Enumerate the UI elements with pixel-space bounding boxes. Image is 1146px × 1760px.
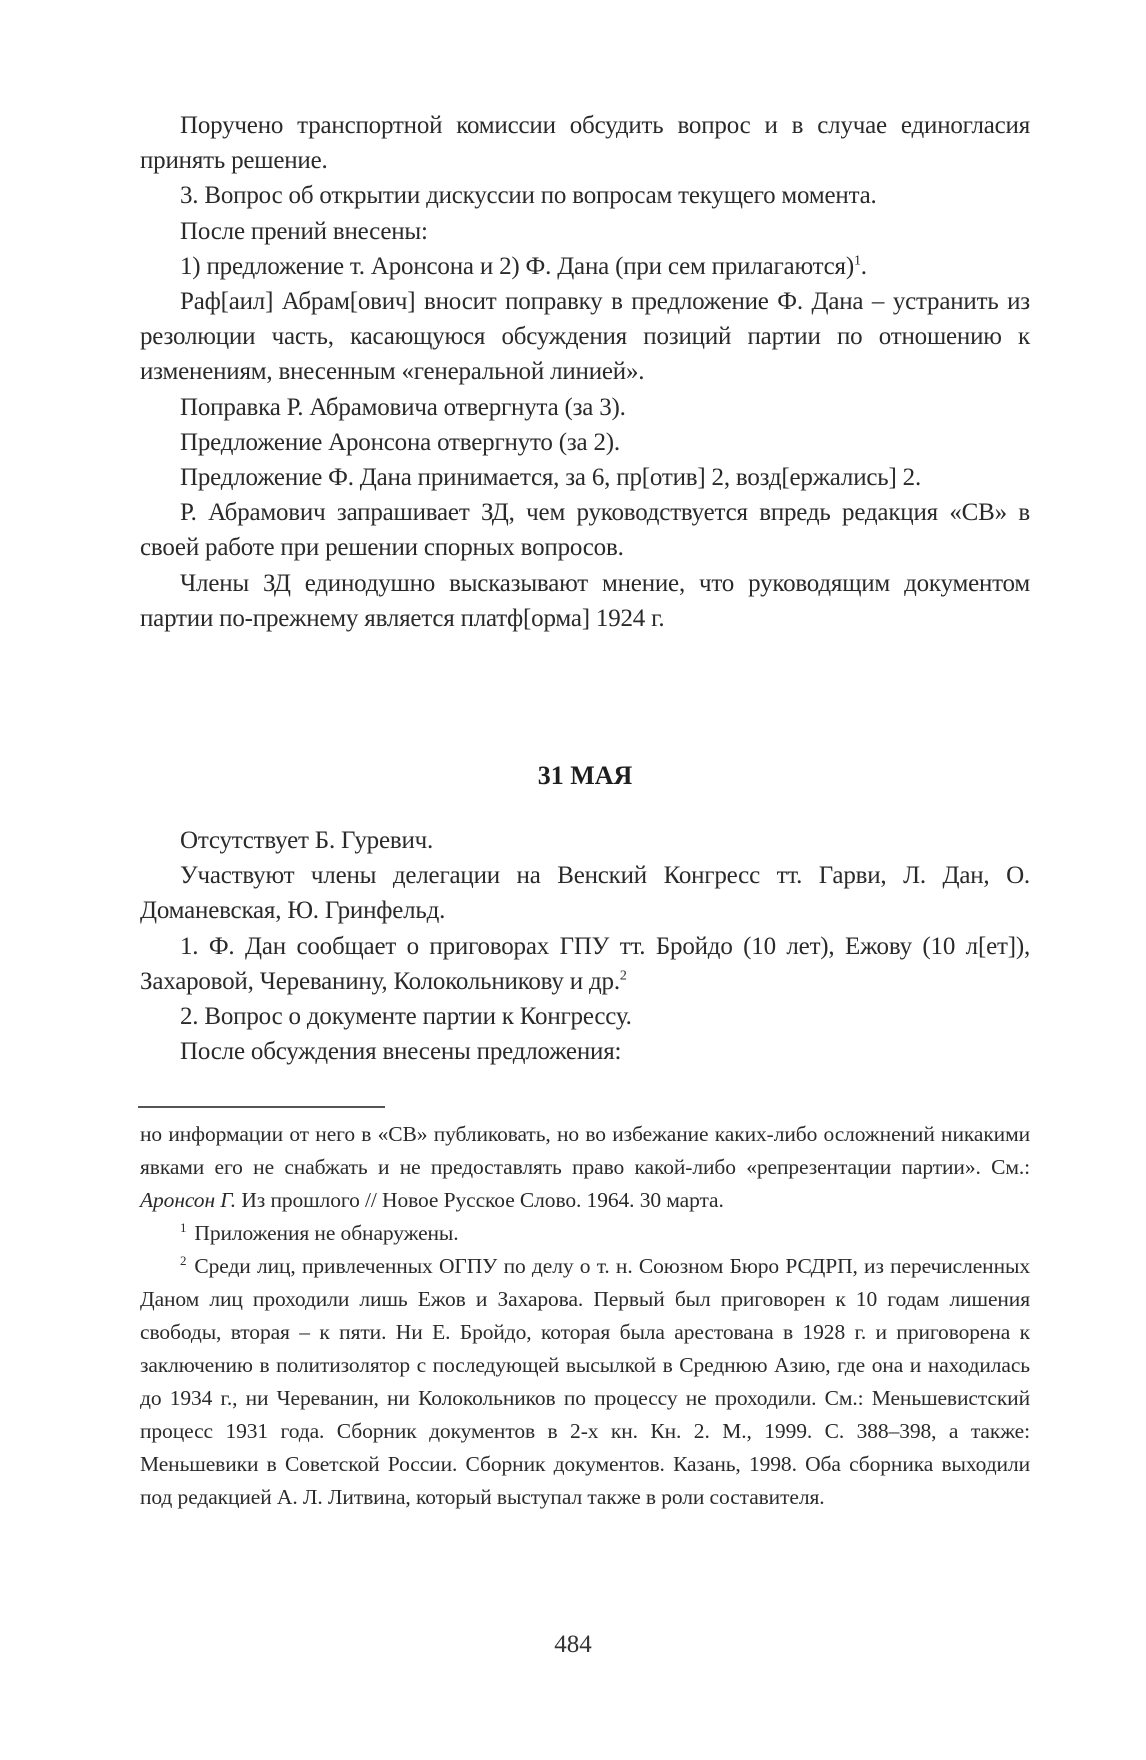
paragraph: Раф[аил] Абрам[ович] вносит поправку в предложение Ф. Дана – устранить из резолюции часть, касающуюся обсуждения позиций партии по отношению к изменениям, внесенным «генеральной линией».: [140, 288, 1030, 386]
paragraph: 1) предложение т. Аронсона и 2) Ф. Дана (при сем прилагаются)$^1$.: [180, 252, 867, 280]
footnotes: [140, 1118, 1030, 1514]
author-citation: Аронсон Г.: [140, 1188, 237, 1212]
paragraph: После обсуждения внесены предложения:: [180, 1038, 622, 1066]
footnote-ref[interactable]: 1: [853, 253, 861, 269]
paragraph: Участвуют члены делегации на Венский Конгресс тт. Гарви, Л. Дан, О. Доманевская, Ю. Гринфельд.: [140, 862, 1030, 925]
paragraph: Отсутствует Б. Гуревич.: [180, 827, 434, 854]
footnote-2: [140, 1250, 1030, 1514]
paragraph: 3. Вопрос об открытии дискуссии по вопросам текущего момента.: [180, 182, 877, 210]
page-number: 484: [554, 1631, 592, 1658]
paragraph: Р. Абрамович запрашивает ЗД, чем руководствуется впредь редакция «СВ» в своей работе при решении спорных вопросов.: [140, 499, 1030, 562]
footnote-separator: [138, 1106, 385, 1108]
footnote-text: но информации от него в «СВ» публиковать, но во избежание каких-либо осложнений никакими явками его не снабжать и не предоставлять право какой-либо «репрезентации партии». См.:: [140, 1122, 1030, 1179]
paragraph: После прений внесены:: [180, 217, 428, 245]
paragraph: 2. Вопрос о документе партии к Конгрессу.: [180, 1003, 632, 1031]
footnote-text: Приложения не обнаружены.: [194, 1221, 459, 1245]
paragraph: Предложение Ф. Дана принимается, за 6, пр[отив] 2, возд[ержались] 2.: [180, 464, 921, 492]
footnote-text: Из прошлого // Новое Русское Слово. 1964. 30 марта.: [236, 1188, 724, 1212]
minutes-section-2: [140, 823, 1030, 1069]
footnote-number: 1: [180, 1219, 187, 1235]
footnote-ref[interactable]: 2: [619, 968, 627, 984]
paragraph: [140, 929, 1030, 999]
footnote-1: [140, 1217, 1030, 1250]
paragraph: Предложение Аронсона отвергнуто (за 2).: [180, 428, 620, 456]
paragraph-text: 1) предложение т. Аронсона и 2) Ф. Дана (при сем прилагаются): [180, 252, 854, 280]
date-heading: 31 МАЯ: [537, 761, 633, 790]
paragraph: Члены ЗД единодушно высказывают мнение, что руководящим документом партии по-прежнему является платф[орма] 1924 г.: [140, 569, 1030, 632]
footnote-continued: [140, 1118, 1030, 1217]
footnote-text: Среди лиц, привлеченных ОГПУ по делу о т. н. Союзном Бюро РСДРП, из перечисленных Даном лиц проходили лишь Ежов и Захарова. Первый был приговорен к 10 годам лишения свободы, вторая – к пяти. Ни Е. Бройдо, которая была арестована в 1928 г. и приговорена к заключению в политизолятор с последующей высылкой в Среднюю Азию, где она и находилась до 1934 г., ни Череванин, ни Колокольников по процессу не проходили. См.: Меньшевистский процесс 1931 года. Сборник документов в 2-х кн. Кн. 2. М., 1999. С. 388–398, а также: Меньшевики в Советской России. Сборник документов. Казань, 1998. Оба сборника выходили под редакцией А. Л. Литвина, который выступал также в роли составителя.: [140, 1254, 1030, 1509]
minutes-section-1: [140, 108, 1030, 636]
footnote-number: 2: [180, 1252, 187, 1268]
paragraph: Поручено транспортной комиссии обсудить вопрос и в случае единогласия принять решение.: [140, 112, 1030, 175]
paragraph: Поправка Р. Абрамовича отвергнута (за 3).: [180, 393, 626, 421]
paragraph-text: 1. Ф. Дан сообщает о приговорах ГПУ тт. Бройдо (10 лет), Ежову (10 л[ет]), Захаровой, Череванину, Колокольникову и др.: [140, 932, 1030, 995]
